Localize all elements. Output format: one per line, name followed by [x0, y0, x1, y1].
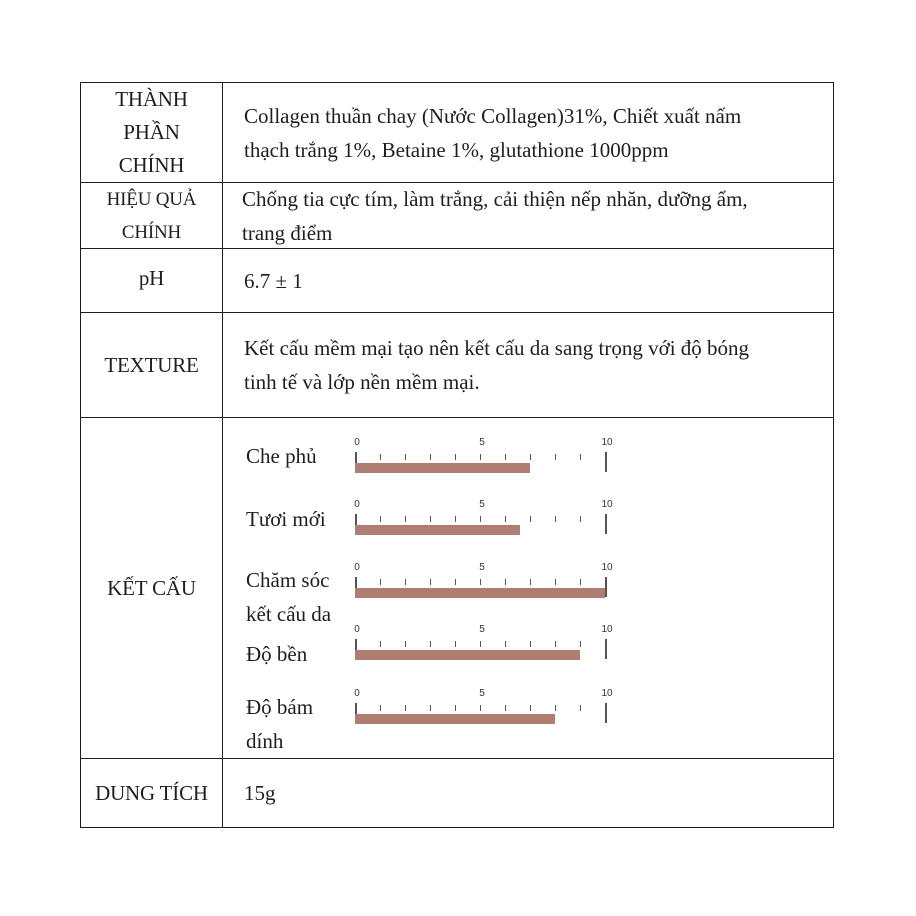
scale-tick — [580, 516, 581, 522]
scale-tick — [605, 452, 607, 472]
ingredients-value — [244, 83, 825, 182]
rating-label-line: Chăm sóc — [246, 568, 330, 592]
scale-number: 5 — [479, 499, 485, 510]
row-volume — [81, 759, 833, 827]
scale-tick — [480, 579, 481, 585]
row-ratings — [81, 418, 833, 759]
effects-value-line: Chống tia cực tím, làm trắng, cải thiện nếp nhăn, dưỡng ẩm, — [242, 186, 748, 211]
rating-scale — [354, 688, 613, 729]
scale-tick — [380, 579, 381, 585]
rating-label-line: Che phủ — [246, 444, 317, 468]
scale-tick — [480, 705, 481, 711]
scale-tick — [505, 516, 506, 522]
rating-label-line: Độ bám — [246, 695, 314, 719]
texture-label-text: TEXTURE — [104, 352, 199, 377]
ingredients-label-line: CHÍNH — [118, 153, 185, 177]
scale-tick — [480, 641, 481, 647]
scale-tick — [430, 454, 431, 460]
scale-tick — [405, 641, 406, 647]
rating-scale — [354, 437, 613, 478]
scale-tick — [530, 641, 531, 647]
scale-tick — [380, 705, 381, 711]
rating-label-line: Độ bền — [246, 642, 308, 666]
scale-number: 10 — [601, 624, 613, 635]
row-ph — [81, 249, 833, 313]
scale-tick — [605, 514, 607, 534]
rating-scale — [354, 562, 613, 603]
scale-number: 10 — [601, 437, 613, 448]
scale-number: 5 — [479, 437, 485, 448]
rating-label-line: Tươi mới — [246, 507, 326, 531]
scale-tick — [555, 516, 556, 522]
scale-tick — [405, 579, 406, 585]
scale-tick — [580, 705, 581, 711]
rating-scale — [354, 624, 613, 665]
effects-label-line: CHÍNH — [121, 221, 182, 243]
scale-tick — [405, 516, 406, 522]
rating-label-line: kết cấu da — [246, 602, 332, 626]
texture-value-line: tinh tế và lớp nền mềm mại. — [244, 370, 480, 394]
ratings-label — [81, 418, 223, 758]
effects-label-line: HIỆU QUẢ — [106, 188, 197, 210]
scale-tick — [555, 705, 556, 711]
scale-number: 10 — [601, 688, 613, 699]
scale-tick — [405, 454, 406, 460]
scale-tick — [455, 516, 456, 522]
scale-tick — [505, 579, 506, 585]
scale-tick — [380, 454, 381, 460]
scale-tick — [455, 705, 456, 711]
row-texture — [81, 313, 833, 418]
scale-tick — [605, 703, 607, 723]
scale-tick — [530, 705, 531, 711]
spec-table — [80, 82, 834, 828]
scale-number: 0 — [354, 562, 360, 573]
scale-number: 5 — [479, 688, 485, 699]
ratings-label-text: KẾT CẤU — [107, 575, 196, 600]
effects-value-line: trang điểm — [242, 220, 333, 245]
rating-bar — [355, 525, 520, 535]
rating-scale — [354, 499, 613, 540]
volume-label-text: DUNG TÍCH — [95, 780, 208, 805]
scale-tick — [605, 639, 607, 659]
scale-tick — [530, 454, 531, 460]
scale-tick — [555, 454, 556, 460]
texture-value-line: Kết cấu mềm mại tạo nên kết cấu da sang trọng với độ bóng — [244, 336, 750, 360]
texture-value — [244, 313, 825, 417]
scale-number: 10 — [601, 499, 613, 510]
scale-tick — [405, 705, 406, 711]
rating-label — [246, 637, 307, 671]
scale-tick — [455, 454, 456, 460]
scale-tick — [430, 705, 431, 711]
rating-bar — [355, 714, 555, 724]
scale-number: 0 — [354, 624, 360, 635]
scale-tick — [430, 579, 431, 585]
ph-value-text: 6.7 ± 1 — [244, 268, 303, 293]
texture-label — [81, 313, 223, 417]
scale-tick — [455, 641, 456, 647]
scale-tick — [605, 577, 607, 597]
rating-label — [246, 563, 331, 631]
scale-tick — [580, 579, 581, 585]
rating-label — [246, 502, 326, 536]
rating-area — [223, 418, 833, 758]
scale-tick — [480, 516, 481, 522]
scale-number: 0 — [354, 499, 360, 510]
row-ingredients — [81, 83, 833, 183]
scale-tick — [530, 516, 531, 522]
scale-tick — [580, 454, 581, 460]
ingredients-value-line: thạch trắng 1%, Betaine 1%, glutathione 1000ppm — [244, 137, 669, 162]
scale-number: 5 — [479, 562, 485, 573]
scale-number: 0 — [354, 437, 360, 448]
scale-tick — [530, 579, 531, 585]
rating-bar — [355, 650, 580, 660]
scale-tick — [380, 641, 381, 647]
rating-label — [246, 439, 317, 473]
scale-number: 0 — [354, 688, 360, 699]
effects-value — [242, 183, 825, 248]
scale-tick — [480, 454, 481, 460]
ph-label-text: pH — [138, 266, 165, 290]
scale-tick — [430, 641, 431, 647]
scale-tick — [505, 705, 506, 711]
effects-label — [81, 183, 223, 248]
scale-tick — [430, 516, 431, 522]
volume-value — [244, 759, 825, 827]
scale-tick — [505, 454, 506, 460]
rating-label — [246, 690, 313, 758]
scale-tick — [380, 516, 381, 522]
scale-tick — [580, 641, 581, 647]
ingredients-label-line: PHẦN — [123, 120, 180, 144]
scale-tick — [555, 579, 556, 585]
ingredients-label-line: THÀNH — [115, 87, 188, 111]
rating-label-line: dính — [246, 729, 284, 753]
volume-label — [81, 759, 223, 827]
ingredients-value-line: Collagen thuần chay (Nước Collagen)31%, Chiết xuất nấm — [244, 103, 742, 128]
ph-value — [244, 249, 825, 312]
scale-tick — [555, 641, 556, 647]
scale-tick — [505, 641, 506, 647]
rating-bar — [355, 588, 605, 598]
scale-number: 5 — [479, 624, 485, 635]
row-effects — [81, 183, 833, 249]
scale-tick — [455, 579, 456, 585]
volume-value-text: 15g — [244, 781, 276, 805]
ph-label — [81, 249, 223, 312]
ingredients-label — [81, 83, 223, 182]
scale-number: 10 — [601, 562, 613, 573]
rating-bar — [355, 463, 530, 473]
